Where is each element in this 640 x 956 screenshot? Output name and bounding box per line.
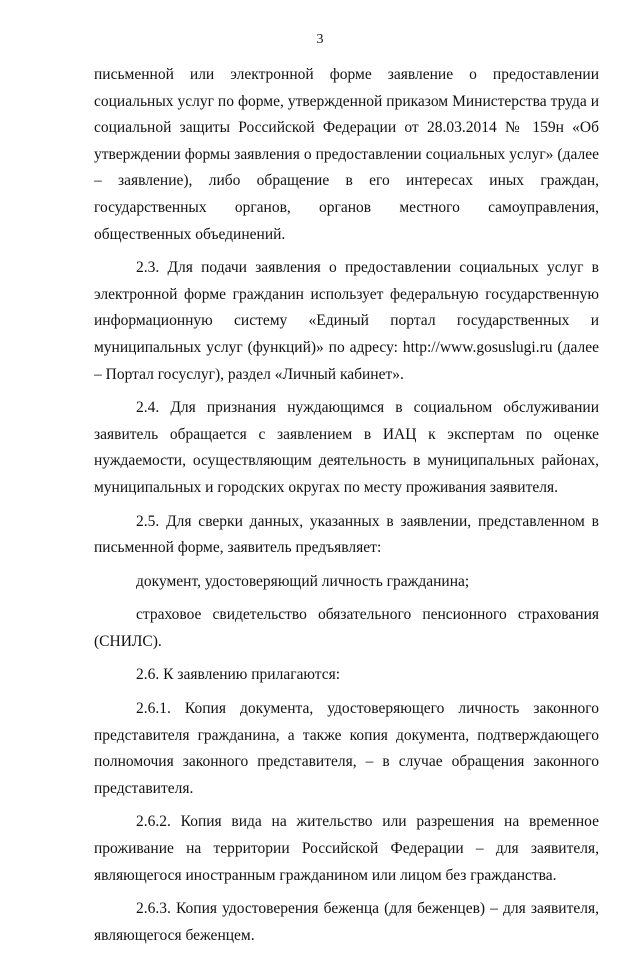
paragraph-2-5: 2.5. Для сверки данных, указанных в заявлении, представленном в письменной форме, заявитель предъявляет:: [94, 512, 599, 557]
paragraph-2-6-1: 2.6.1. Копия документа, удостоверяющего личность законного представителя гражданина, а также копия документа, подтверждающего полномочия законного представителя, – в случае обращения законного представителя.: [94, 700, 599, 797]
paragraph-2-4: 2.4. Для признания нуждающимся в социальном обслуживании заявитель обращается с заявлением в ИАЦ к экспертам по оценке нуждаемости, осуществляющим деятельность в муниципальных районах, муниципальных и городских округах по месту проживания заявителя.: [94, 399, 599, 496]
paragraph-identity-document: документ, удостоверяющий личность гражданина;: [136, 572, 470, 590]
paragraph-2-3: 2.3. Для подачи заявления о предоставлении социальных услуг в электронной форме гражданин использует федеральную государственную информационную систему «Единый портал государственных и муниципальных услуг (функций)» по адресу: http://www.gosuslugi.ru (далее – Портал госуслуг), раздел «Личный кабинет».: [94, 259, 599, 383]
paragraph-2-6-2: 2.6.2. Копия вида на жительство или разрешения на временное проживание на территории Российской Федерации – для заявителя, являющегося иностранным гражданином или лицом без гражданства.: [94, 813, 599, 884]
page-number: 3: [316, 32, 324, 47]
paragraph-continuation: письменной или электронной форме заявление о предоставлении социальных услуг по форме, утвержденной приказом Министерства труда и социальной защиты Российской Федерации от 28.03.2014 № 159н «Об утверждении формы заявления о предоставлении социальных услуг» (далее – заявление), либо обращение в его интересах иных граждан, государственных органов, органов местного самоуправления, общественных объединений.: [94, 66, 599, 243]
paragraph-snils: страховое свидетельство обязательного пенсионного страхования (СНИЛС).: [94, 606, 599, 650]
paragraph-2-6-3: 2.6.3. Копия удостоверения беженца (для беженцев) – для заявителя, являющегося беженцем.: [94, 900, 599, 944]
paragraph-2-6: 2.6. К заявлению прилагаются:: [136, 666, 341, 684]
document-body: [94, 62, 599, 956]
